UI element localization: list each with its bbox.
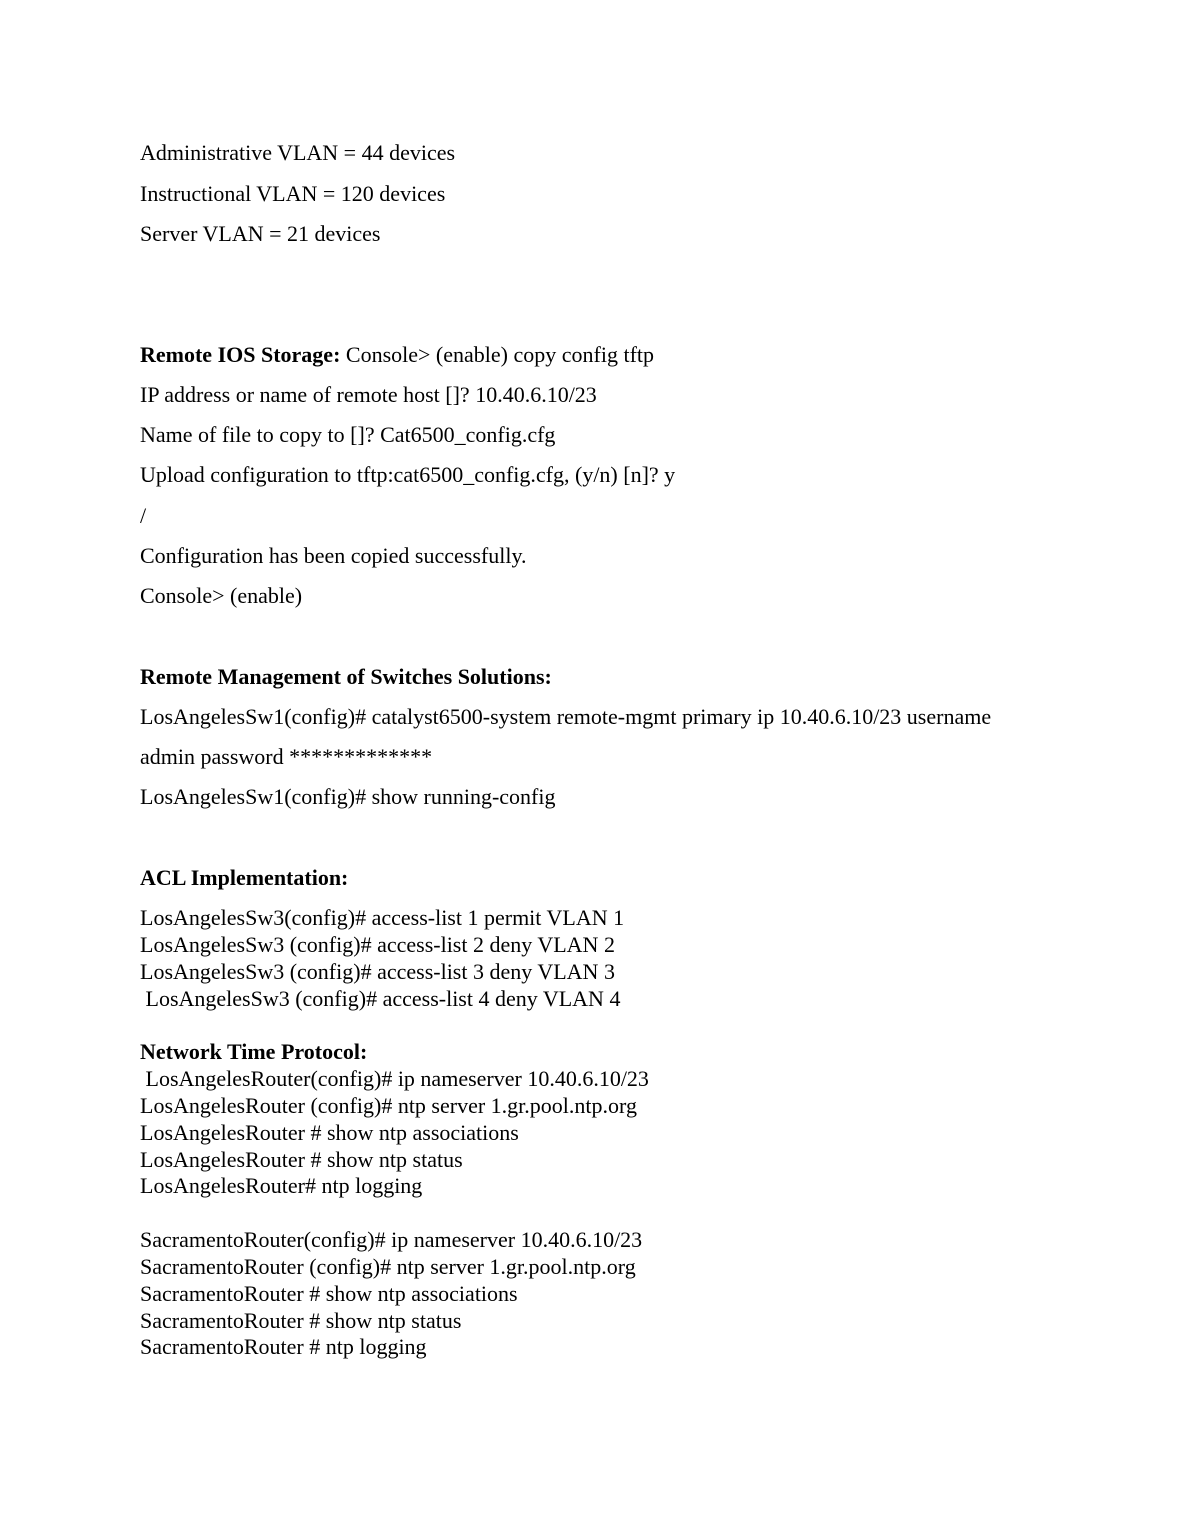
ntp-la-line: LosAngelesRouter# ntp logging xyxy=(140,1173,423,1198)
ntp-la-line: LosAngelesRouter(config)# ip nameserver 10.40.6.10/23 xyxy=(140,1066,649,1091)
vlan-instructional: Instructional VLAN = 120 devices xyxy=(140,181,446,206)
remote-ios-heading: Remote IOS Storage: xyxy=(140,342,341,367)
ntp-la-line: LosAngelesRouter # show ntp status xyxy=(140,1147,463,1172)
acl-line: LosAngelesSw3 (config)# access-list 4 deny VLAN 4 xyxy=(140,986,621,1011)
remote-mgmt-heading: Remote Management of Switches Solutions: xyxy=(140,664,552,689)
acl-heading: ACL Implementation: xyxy=(140,865,349,890)
vlan-server: Server VLAN = 21 devices xyxy=(140,221,381,246)
acl-line: LosAngelesSw3 (config)# access-list 2 deny VLAN 2 xyxy=(140,932,615,957)
remote-ios-line: Console> (enable) xyxy=(140,583,303,608)
ntp-sac-line: SacramentoRouter # ntp logging xyxy=(140,1334,427,1359)
ntp-la-line: LosAngelesRouter # show ntp associations xyxy=(140,1120,519,1145)
remote-ios-line: / xyxy=(140,503,147,528)
remote-mgmt-line: admin password ************* xyxy=(140,744,433,769)
ntp-sac-line: SacramentoRouter(config)# ip nameserver 10.40.6.10/23 xyxy=(140,1227,643,1252)
ntp-sac-line: SacramentoRouter (config)# ntp server 1.gr.pool.ntp.org xyxy=(140,1254,636,1279)
ntp-heading: Network Time Protocol: xyxy=(140,1039,368,1064)
remote-mgmt-line: LosAngelesSw1(config)# show running-config xyxy=(140,784,556,809)
remote-ios-line: IP address or name of remote host []? 10.40.6.10/23 xyxy=(140,382,597,407)
remote-ios-line: Configuration has been copied successfully. xyxy=(140,543,527,568)
remote-ios-line: Upload configuration to tftp:cat6500_config.cfg, (y/n) [n]? y xyxy=(140,462,676,487)
remote-mgmt-line: LosAngelesSw1(config)# catalyst6500-system remote-mgmt primary ip 10.40.6.10/23 username xyxy=(140,704,992,729)
ntp-sac-line: SacramentoRouter # show ntp associations xyxy=(140,1281,518,1306)
ntp-la-line: LosAngelesRouter (config)# ntp server 1.gr.pool.ntp.org xyxy=(140,1093,637,1118)
acl-line: LosAngelesSw3(config)# access-list 1 permit VLAN 1 xyxy=(140,905,625,930)
remote-ios-heading-line xyxy=(140,342,654,368)
remote-ios-line: Name of file to copy to []? Cat6500_config.cfg xyxy=(140,422,556,447)
vlan-admin: Administrative VLAN = 44 devices xyxy=(140,140,456,165)
ntp-sac-line: SacramentoRouter # show ntp status xyxy=(140,1308,462,1333)
acl-line: LosAngelesSw3 (config)# access-list 3 deny VLAN 3 xyxy=(140,959,615,984)
remote-ios-command: Console> (enable) copy config tftp xyxy=(340,342,655,367)
